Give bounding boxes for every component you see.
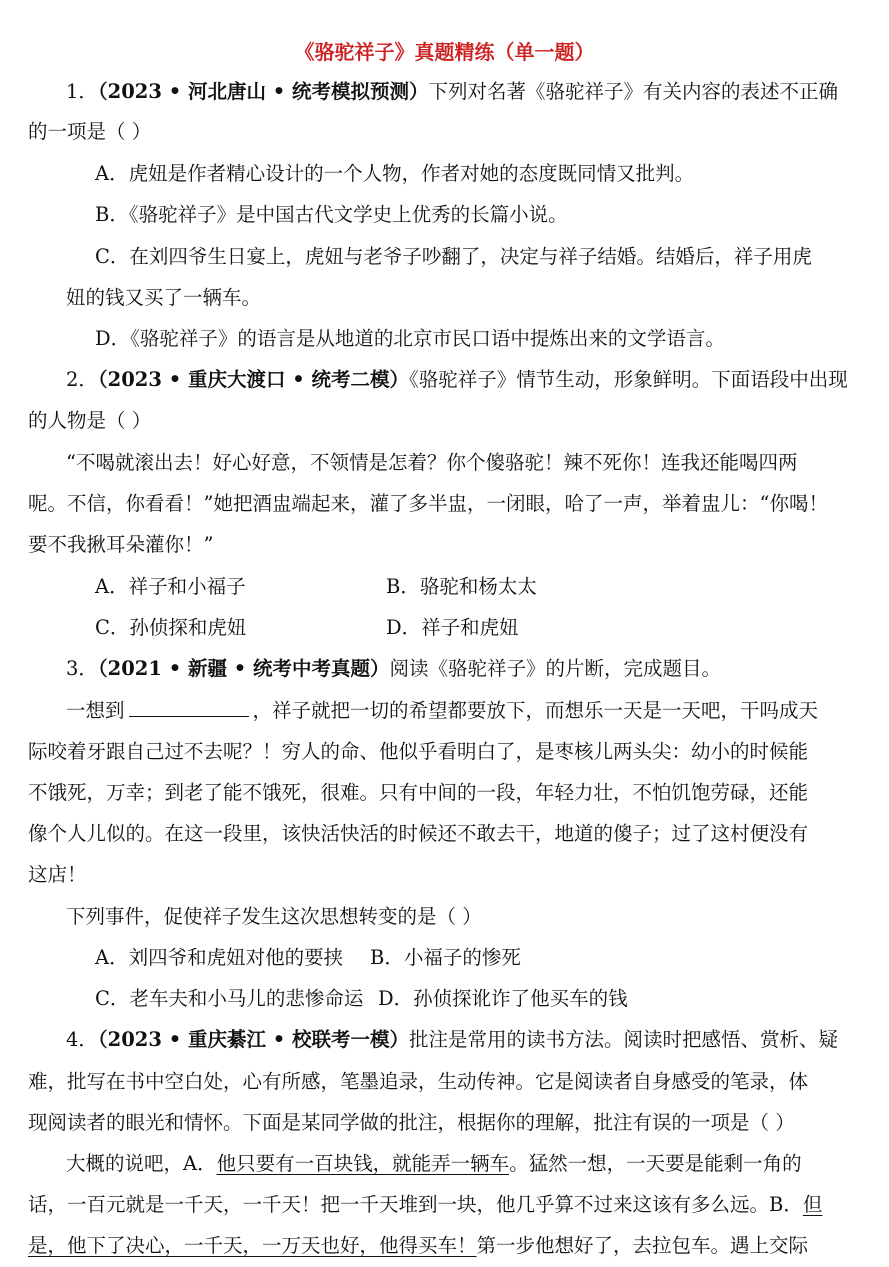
q4-passage-text: 大概的说吧，A．: [66, 1152, 217, 1175]
document-title: 《骆驼祥子》真题精练（单一题）: [294, 40, 595, 64]
q1-stem: 下列对名著《骆驼祥子》有关内容的表述不正确: [428, 80, 839, 103]
q1-option-c-line2: 妞的钱又买了一辆车。: [66, 286, 262, 309]
q1-number: 1．: [66, 80, 98, 103]
q1-option-b: B．《骆驼祥子》是中国古代文学史上优秀的长篇小说。: [95, 203, 568, 226]
q3-number: 3．: [66, 657, 98, 680]
q4-passage-line3: [28, 1232, 808, 1260]
q4-stem-line2: 难，批写在书中空白处，心有所感，笔墨追录，生动传神。它是阅读者自身感受的笔录，体: [28, 1070, 809, 1093]
q3-passage-line2: 际咬着牙跟自己过不去呢？！穷人的命、他似乎看明白了，是枣核儿两头尖：幼小的时候能: [28, 740, 809, 763]
q2-stem-line1: [66, 366, 848, 394]
q2-passage-line1: “不喝就滚出去！好心好意，不领情是怎着？你个傻骆驼！辣不死你！连我还能喝四两: [66, 451, 798, 474]
q4-passage-line1: [66, 1150, 802, 1178]
q4-passage-text: 第一步他想好了，去拉包车。遇上交际: [476, 1234, 809, 1257]
q4-passage-text: 话，一百元就是一千天，一千天！把一千天堆到一块，他几乎算不过来这该有多么远。B．: [28, 1193, 803, 1216]
q3-stem-line: [66, 655, 721, 683]
q3-question: 下列事件，促使祥子发生这次思想转变的是（ ）: [66, 905, 482, 928]
q1-source: （2023 • 河北唐山 • 统考模拟预测）: [97, 80, 429, 103]
q1-option-a: A．虎妞是作者精心设计的一个人物，作者对她的态度既同情又批判。: [95, 162, 695, 185]
q3-passage-text: ，祥子就把一切的希望都要放下，而想乐一天是一天吧，干吗成天: [252, 699, 819, 722]
q2-option-c: C．孙侦探和虎妞: [95, 616, 247, 639]
q2-stem: 《骆驼祥子》情节生动，形象鲜明。下面语段中出现: [409, 368, 848, 391]
q1-stem-line2: 的一项是（ ）: [28, 120, 152, 143]
q1-option-d: D．《骆驼祥子》的语言是从地道的北京市民口语中提炼出来的文学语言。: [95, 327, 725, 350]
q4-source: （2023 • 重庆綦江 • 校联考一模）: [97, 1028, 410, 1051]
q3-option-d: D．孙侦探讹诈了他买车的钱: [378, 987, 628, 1010]
fill-in-blank: [129, 698, 249, 717]
underlined-sentence-b-start: 但: [802, 1193, 823, 1216]
q2-option-a: A．祥子和小福子: [95, 575, 246, 598]
underlined-sentence-b: 是，他下了决心，一千天，一万天也好，他得买车！: [28, 1234, 477, 1257]
q3-option-c: C．老车夫和小马儿的悲惨命运: [95, 987, 364, 1010]
underlined-sentence-a: 他只要有一百块钱，就能弄一辆车: [216, 1152, 510, 1175]
q3-stem: 阅读《骆驼祥子》的片断，完成题目。: [389, 657, 722, 680]
q4-passage-text: 。猛然一想，一天要是能剩一角的: [509, 1152, 802, 1175]
q2-option-b: B．骆驼和杨太太: [386, 575, 537, 598]
q4-stem: 批注是常用的读书方法。阅读时把感悟、赏析、疑: [409, 1028, 839, 1051]
q2-number: 2．: [66, 368, 98, 391]
q2-passage-line3: 要不我揪耳朵灌你！”: [28, 533, 214, 556]
q3-source: （2021 • 新疆 • 统考中考真题）: [97, 657, 390, 680]
q3-passage-line4: 像个人儿似的。在这一段里，该快活快活的时候还不敢去干，地道的傻子；过了这村便没有: [28, 822, 809, 845]
q4-passage-line2: [28, 1191, 822, 1219]
q2-passage-line2: 呢。不信，你看看！”她把酒盅端起来，灌了多半盅，一闭眼，哈了一声，举着盅儿：“你喝！: [28, 492, 828, 515]
q4-stem-line3: 现阅读者的眼光和情怀。下面是某同学做的批注，根据你的理解，批注有误的一项是（ ）: [28, 1111, 795, 1134]
q3-option-b: B．小福子的惨死: [370, 946, 521, 969]
q1-option-c-line1: C．在刘四爷生日宴上，虎妞与老爷子吵翻了，决定与祥子结婚。结婚后，祥子用虎: [95, 245, 812, 268]
q2-option-d: D．祥子和虎妞: [386, 616, 519, 639]
q4-stem-line1: [66, 1026, 838, 1054]
q3-passage-text: 一想到: [66, 699, 125, 722]
q2-stem-line2: 的人物是（ ）: [28, 409, 152, 432]
q2-source: （2023 • 重庆大渡口 • 统考二模）: [97, 368, 410, 391]
q4-number: 4．: [66, 1028, 98, 1051]
q3-option-a: A．刘四爷和虎妞对他的要挟: [95, 946, 344, 969]
q3-passage-line5: 这店！: [28, 863, 87, 886]
q3-passage-line1: [66, 697, 818, 725]
q1-stem-line1: [66, 78, 838, 106]
q3-passage-line3: 不饿死，万幸；到老了能不饿死，很难。只有中间的一段，年轻力壮，不怕饥饱劳碌，还能: [28, 781, 809, 804]
